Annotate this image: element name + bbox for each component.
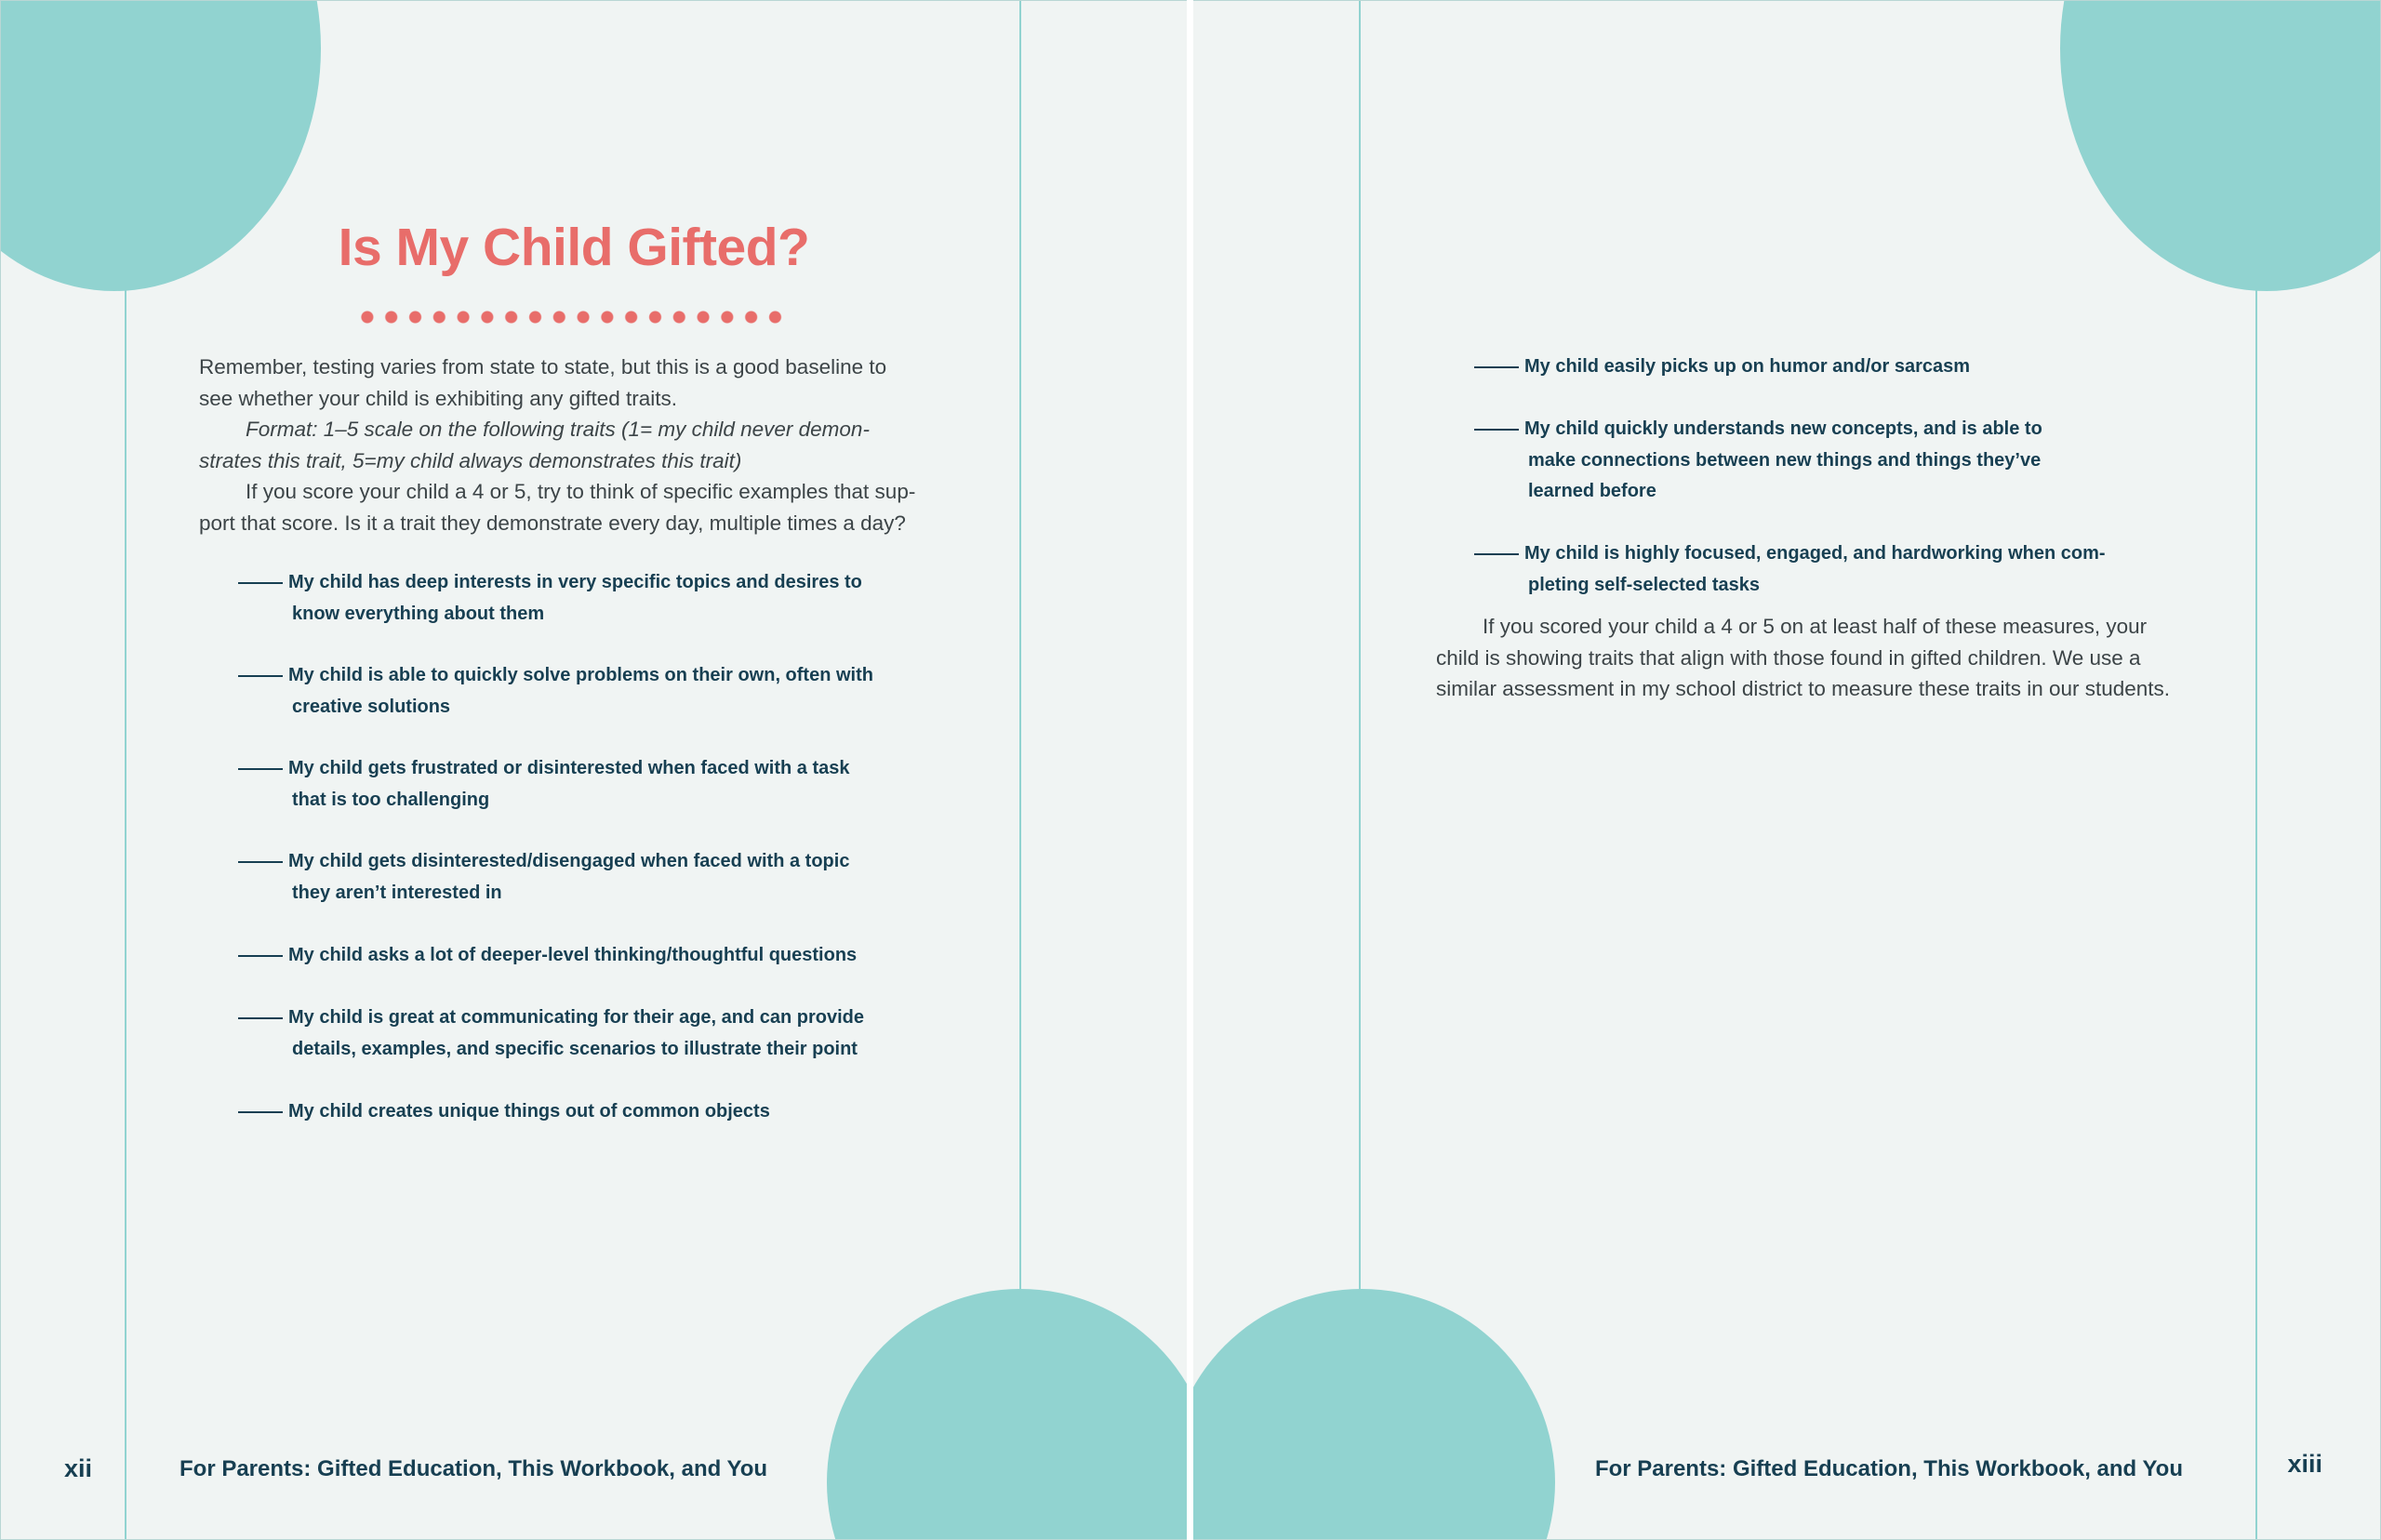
rating-blank[interactable] [238, 767, 283, 770]
trait-item [238, 940, 857, 972]
page-number-right: xiii [2287, 1450, 2322, 1478]
trait-item [238, 567, 862, 630]
decorative-circle-bottom-left [827, 1289, 1190, 1540]
rating-blank[interactable] [238, 954, 283, 957]
trait-line-1: My child easily picks up on humor and/or sarcasm [1524, 356, 1971, 377]
running-footer-left: For Parents: Gifted Education, This Workbook, and You [180, 1456, 768, 1481]
right-page [1190, 0, 2381, 1540]
trait-line-1: My child is highly focused, engaged, and hardworking when com- [1524, 543, 2106, 564]
trait-item [1474, 352, 1970, 383]
trait-line-1: My child is great at communicating for their age, and can provide [288, 1007, 865, 1028]
trait-line-1: My child quickly understands new concepts, and is able to [1524, 418, 2042, 439]
book-gutter [1187, 0, 1193, 1540]
decorative-line-right-margin [2255, 1, 2257, 1540]
closing-line-3: similar assessment in my school district to measure these traits in our students. [1436, 677, 2171, 700]
decorative-circle-top-right [2060, 0, 2381, 291]
trait-item [1474, 538, 2106, 601]
trait-item [238, 1096, 770, 1128]
trait-item [238, 753, 849, 816]
score-paragraph-line-2: port that score. Is it a trait they demonstrate every day, multiple times a day? [199, 511, 906, 535]
decorative-circle-bottom-right [1190, 1289, 1555, 1540]
intro-text [199, 352, 962, 538]
trait-line-2: pleting self-selected tasks [1528, 574, 1760, 595]
closing-line-1: If you scored your child a 4 or 5 on at least half of these measures, your [1483, 615, 2148, 638]
rating-blank[interactable] [1474, 365, 1519, 368]
rating-blank[interactable] [238, 1110, 283, 1113]
rating-blank[interactable] [238, 581, 283, 584]
trait-item [238, 846, 849, 909]
rating-blank[interactable] [1474, 552, 1519, 555]
trait-line-2: details, examples, and specific scenarios to illustrate their point [292, 1038, 858, 1059]
trait-line-2: know everything about them [292, 603, 545, 624]
trait-line-1: My child asks a lot of deeper-level thinking/thoughtful questions [288, 945, 858, 965]
trait-line-2: that is too challenging [292, 789, 490, 810]
trait-line-1: My child has deep interests in very specific topics and desires to [288, 572, 862, 592]
trait-line-2: creative solutions [292, 696, 451, 717]
score-paragraph-line-1: If you score your child a 4 or 5, try to think of specific examples that sup- [246, 480, 916, 503]
trait-line-1: My child creates unique things out of common objects [288, 1101, 770, 1122]
page-number-left: xii [64, 1454, 93, 1482]
trait-item [238, 660, 873, 723]
format-line-2: strates this trait, 5=my child always demonstrates this trait) [199, 448, 742, 472]
dotted-divider [355, 310, 788, 325]
trait-line-1: My child is able to quickly solve problems on their own, often with [288, 665, 873, 685]
trait-line-1: My child gets disinterested/disengaged when faced with a topic [288, 851, 850, 871]
trait-line-2: make connections between new things and things they’ve [1528, 449, 2042, 471]
trait-item [1474, 414, 2042, 508]
page-title: Is My Child Gifted? [338, 218, 810, 277]
trait-line-3: learned before [1528, 481, 1656, 501]
trait-line-2: they aren’t interested in [292, 882, 502, 903]
rating-blank[interactable] [238, 1016, 283, 1019]
trait-line-1: My child gets frustrated or disinterested when faced with a task [288, 758, 850, 778]
rating-blank[interactable] [238, 860, 283, 863]
intro-paragraph-line-1: Remember, testing varies from state to state, but this is a good baseline to [199, 355, 887, 378]
trait-item [238, 1002, 864, 1065]
rating-blank[interactable] [238, 674, 283, 677]
closing-line-2: child is showing traits that align with those found in gifted children. We use a [1436, 645, 2141, 670]
closing-text [1436, 611, 2236, 705]
rating-blank[interactable] [1474, 428, 1519, 431]
format-line-1: Format: 1–5 scale on the following traits (1= my child never demon- [246, 418, 870, 441]
left-page [0, 0, 1190, 1540]
running-footer-right: For Parents: Gifted Education, This Workbook, and You [1594, 1456, 2183, 1481]
intro-paragraph-line-2: see whether your child is exhibiting any gifted traits. [199, 386, 678, 410]
